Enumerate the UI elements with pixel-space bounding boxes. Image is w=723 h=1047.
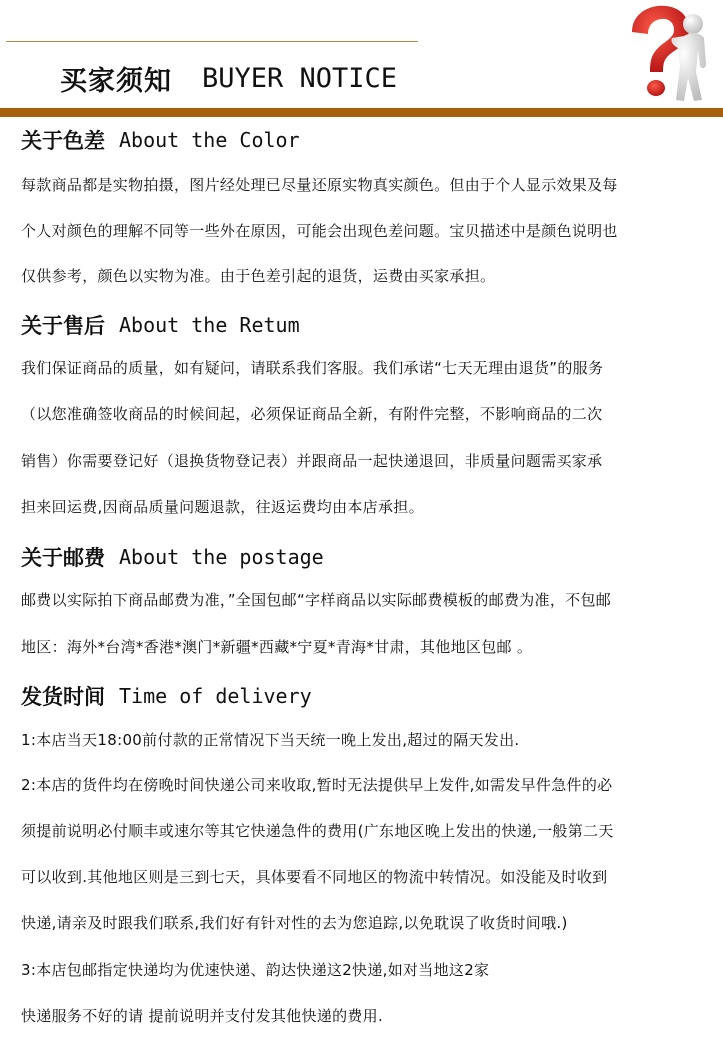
paragraph-line: 须提前说明必付顺丰或速尔等其它快递急件的费用(广东地区晚上发出的快递,一般第二天: [21, 822, 614, 840]
section-title-en: About the postage: [119, 545, 324, 569]
paragraph-line: 仅供参考，颜色以实物为准。由于色差引起的退货，运费由买家承担。: [21, 267, 496, 285]
question-mark-figure-icon: [618, 2, 716, 106]
section-title-en: About the Color: [119, 128, 300, 152]
paragraph-line: 个人对颜色的理解不同等一些外在原因，可能会出现色差问题。宝贝描述中是颜色说明也: [21, 222, 618, 240]
paragraph-line: 销售）你需要登记好（退换货物登记表）并跟商品一起快递退回，非质量问题需买家承: [21, 452, 603, 470]
section-title-cn: 关于售后: [21, 314, 105, 338]
header-top-rule: [6, 41, 418, 42]
paragraph-line: 地区：海外*台湾*香港*澳门*新疆*西藏*宁夏*青海*甘肃，其他地区包邮 。: [21, 638, 533, 656]
paragraph-line: 可以收到.其他地区则是三到七天，具体要看不同地区的物流中转情况。如没能及时收到: [21, 868, 608, 886]
paragraph-line: 每款商品都是实物拍摄，图片经处理已尽量还原实物真实颜色。但由于个人显示效果及每: [21, 176, 618, 194]
section-title-cn: 关于邮费: [21, 546, 105, 570]
page-title-cn: 买家须知: [60, 65, 172, 97]
paragraph-line: 我们保证商品的质量，如有疑问，请联系我们客服。我们承诺“七天无理由退货”的服务: [21, 359, 604, 377]
paragraph-line: 3:本店包邮指定快递均为优速快递、韵达快递这2快递,如对当地这2家: [21, 961, 490, 979]
page-title-en: BUYER NOTICE: [202, 62, 398, 94]
header-bar: [0, 108, 723, 117]
paragraph-line: 邮费以实际拍下商品邮费为准，”全国包邮“字样商品以实际邮费模板的邮费为准，不包邮: [21, 591, 612, 609]
page-title: [60, 58, 397, 98]
paragraph-line: 2:本店的货件均在傍晚时间快递公司来收取,暂时无法提供早上发件,如需发早件急件的必: [21, 776, 613, 794]
section-title-en: About the Retum: [119, 313, 300, 337]
paragraph-line: （以您准确签收商品的时候间起，必须保证商品全新，有附件完整，不影响商品的二次: [21, 405, 603, 423]
section-title-cn: 发货时间: [21, 685, 105, 709]
section-title-en: Time of delivery: [119, 684, 312, 708]
section-title-postage: [21, 542, 324, 572]
paragraph-line: 担来回运费,因商品质量问题退款，往返运费均由本店承担。: [21, 498, 424, 516]
section-title-color: [21, 125, 300, 155]
section-title-return: [21, 310, 300, 340]
paragraph-line: 1:本店当天18:00前付款的正常情况下当天统一晚上发出,超过的隔天发出.: [21, 731, 520, 749]
section-title-cn: 关于色差: [21, 129, 105, 153]
paragraph-line: 快递,请亲及时跟我们联系,我们好有针对性的去为您追踪,以免耽误了收货时间哦.): [21, 914, 568, 932]
section-title-delivery: [21, 681, 312, 711]
paragraph-line: 快递服务不好的请 提前说明并支付发其他快递的费用.: [21, 1007, 384, 1025]
